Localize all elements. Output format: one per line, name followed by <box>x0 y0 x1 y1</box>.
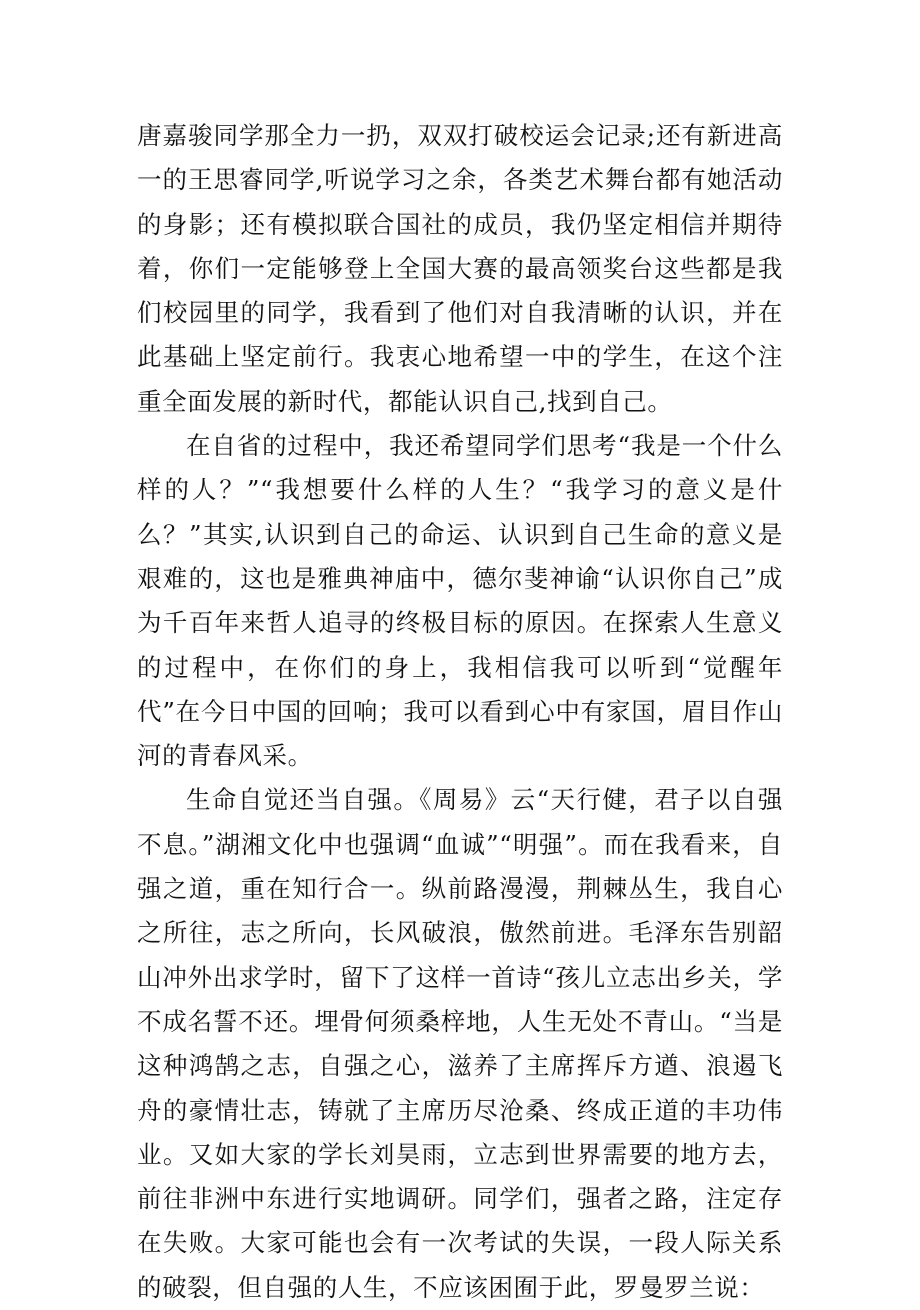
document-body <box>137 114 783 1310</box>
paragraph-1: 唐嘉骏同学那全力一扔，双双打破校运会记录;还有新进高一的王思睿同学,听说学习之余，各类艺术舞台都有她活动的身影；还有模拟联合国社的成员，我仍坚定相信并期待着，你们一定能够登上全国大赛的最高领奖台这些都是我们校园里的同学，我看到了他们对自我清晰的认识，并在此基础上坚定前行。我衷心地希望一中的学生，在这个注重全面发展的新时代，都能认识自己,找到自己。 <box>137 121 783 416</box>
paragraph-3: 生命自觉还当自强。《周易》云“天行健，君子以自强不息。”湖湘文化中也强调“血诚”“明强”。而在我看来，自强之道，重在知行合一。纵前路漫漫，荆棘丛生，我自心之所往，志之所向，长风破浪，傲然前进。毛泽东告别韶山冲外出求学时，留下了这样一首诗“孩儿立志出乡关，学不成名誓不还。埋骨何须桑梓地，人生无处不青山。“当是这种鸿鹄之志，自强之心，滋养了主席挥斥方遒、浪遏飞舟的豪情壮志，铸就了主席历尽沧桑、终成正道的丰功伟业。又如大家的学长刘昊雨，立志到世界需要的地方去，前往非洲中东进行实地调研。同学们，强者之路，注定存在失败。大家可能也会有一次考试的失误，一段人际关系的破裂，但自强的人生，不应该困囿于此，罗曼罗兰说： <box>137 785 783 1302</box>
paragraph-2: 在自省的过程中，我还希望同学们思考“我是一个什么样的人？”“我想要什么样的人生？“我学习的意义是什么？”其实,认识到自己的命运、认识到自己生命的意义是艰难的，这也是雅典神庙中，德尔斐神谕“认识你自己”成为千百年来哲人追寻的终极目标的原因。在探索人生意义的过程中，在你们的身上，我相信我可以听到“觉醒年代”在今日中国的回响；我可以看到心中有家国，眉目作山河的青春风采。 <box>137 431 783 771</box>
